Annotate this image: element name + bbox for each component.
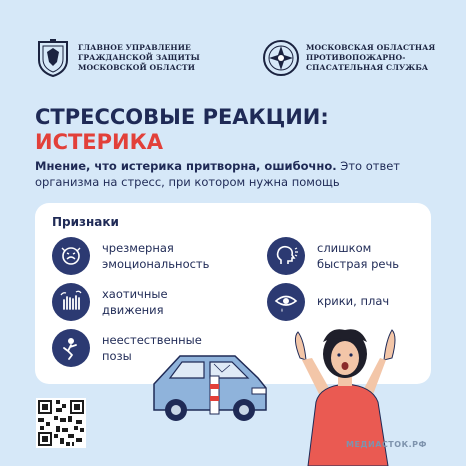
- lead-bold: Мнение, что истерика притворна, ошибочно.: [35, 159, 337, 173]
- right-org-line-3: СПАСАТЕЛЬНАЯ СЛУЖБА: [306, 63, 429, 72]
- lead-rest: Это ответ: [336, 159, 401, 173]
- title-line-1: СТРЕССОВЫЕ РЕАКЦИИ:: [35, 105, 329, 129]
- header: [0, 0, 466, 92]
- sign-item-crying: [267, 283, 389, 321]
- title-line-2: ИСТЕРИКА: [35, 130, 164, 154]
- lead-text: [35, 158, 435, 190]
- left-org: [34, 38, 200, 78]
- sign-item-chaotic: [52, 283, 168, 321]
- lead-line-2: организма на стресс, при котором нужна помощь: [35, 175, 340, 189]
- coat-of-arms-icon: [34, 38, 72, 78]
- waving-hands-icon: [52, 283, 90, 321]
- sign-speech-line-2: быстрая речь: [317, 257, 400, 271]
- right-org-line-2: ПРОТИВОПОЖАРНО-: [306, 53, 406, 62]
- sign-chaotic-line-2: движения: [102, 303, 164, 317]
- left-org-line-2: ГРАЖДАНСКОЙ ЗАЩИТЫ: [78, 53, 200, 62]
- sign-emotional-line-1: чрезмерная: [102, 241, 174, 255]
- sign-item-speech: [267, 237, 399, 275]
- sign-crying-line-1: крики, плач: [317, 294, 390, 308]
- left-org-line-1: ГЛАВНОЕ УПРАВЛЕНИЕ: [78, 43, 191, 52]
- sign-pose-line-2: позы: [102, 349, 132, 363]
- page-title: [35, 105, 329, 155]
- fast-speech-head-icon: [267, 237, 305, 275]
- watermark: МЕДИАСТОК.РФ: [346, 440, 427, 449]
- damaged-car-illustration: [154, 356, 266, 421]
- crying-eye-icon: [267, 283, 305, 321]
- sign-chaotic-line-1: хаотичные: [102, 287, 168, 301]
- qr-code-icon[interactable]: [36, 398, 86, 448]
- sign-speech-line-1: слишком: [317, 241, 372, 255]
- left-org-line-3: МОСКОВСКОЙ ОБЛАСТИ: [78, 63, 196, 72]
- rescue-service-emblem-icon: [262, 38, 300, 78]
- sign-item-emotional: [52, 237, 209, 275]
- sign-pose-line-1: неестественные: [102, 333, 202, 347]
- contorted-figure-icon: [52, 329, 90, 367]
- right-org-line-1: МОСКОВСКАЯ ОБЛАСТНАЯ: [306, 43, 436, 52]
- right-org: [262, 38, 435, 78]
- emotional-face-icon: [52, 237, 90, 275]
- sign-emotional-line-2: эмоциональность: [102, 257, 210, 271]
- lead-line-1: [35, 158, 435, 174]
- signs-title: Признаки: [52, 215, 119, 229]
